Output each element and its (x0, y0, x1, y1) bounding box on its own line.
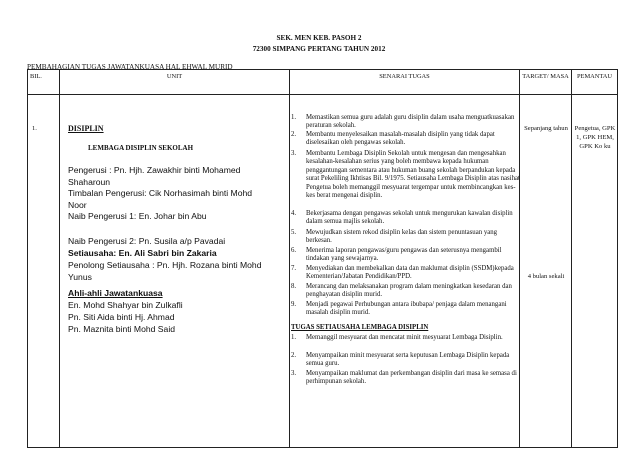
target-cell (520, 95, 572, 448)
row-number: 1. (32, 125, 37, 132)
col-bil: BIL. (28, 70, 60, 95)
school-name: SEK. MEN KEB. PASOH 2 (276, 34, 362, 42)
ahli-item: Pn. Maznita binti Mohd Said (68, 324, 176, 334)
ahli-item: En. Mohd Shahyar bin Zulkafli (68, 300, 183, 310)
section-title: PEMBAHAGIAN TUGAS JAWATANKUASA HAL EHWAL MURID (27, 63, 233, 71)
col-unit: UNIT (60, 70, 290, 95)
bil-cell (28, 95, 60, 448)
col-target: TARGET/ MASA (520, 70, 572, 95)
ahli-item: Pn. Siti Aida binti Hj. Ahmad (68, 312, 175, 322)
tasks-cell: 1. Memastikan semua guru adalah guru disiplin dalam usaha menguatkuasakan peraturan sekolah. 2. Membantu menyelesaikan masalah-masalah disiplin yang tidak dapat diselesaikan oleh pengawas sekolah. 3. Membantu Lembaga Disiplin Sekolah untuk mengesan dan mengesahkan kesalahan-kesalahan serius yang boleh membawa kepada hukuman penggantungan sementara atau hukuman buang sekolah berpandukan kepada surat Pekeliling Ikhtisas Bil. 9/1975. Setiausaha Lembaga Disiplin atas nasihat Pengetua boleh memanggil mesyuarat tergempar untuk membincangkan kes-kes berat mengenai disiplin. 4. Bekerjasama dengan pengawas sekolah untuk mengurukan kawalan disiplin dalam semua majlis sekolah. 5. Mewujudkan sistem rekod disiplin kelas dan sistem penuntasuan yang berkesan. 6. Menerima laporan pengawas/guru pengawas dan seterusnya mengambil tindakan yang sewajarnya. 7. Menyediakan dan membekalkan data dan maklumat disiplin (SSDM)kepada Kementerian/Jabatan Pendidikan/PPD. 8. Merancang dan melaksanakan program dalam meningkatkan kesedaran dan penghayatan disiplin murid. 9. Menjadi pegawai Perhubungan antara ibubapa/ penjaga dalam menangani masalah disiplin murid. TUGAS SETIAUSAHA LEMBAGA DISIPLIN 1. Memanggil mesyuarat dan mencatat minit mesyuarat Lembaga Disiplin. 2. Menyampaikan minit mesyuarat serta keputusan Lembaga Disiplin kepada semua guru. 3. Menyampaikan maklumat dan perkembangan disiplin dari masa ke semasa di perhimpunan sekolah. (290, 95, 520, 448)
lembaga-title: LEMBAGA DISIPLIN SEKOLAH (88, 144, 194, 152)
duty-table (27, 69, 618, 448)
col-senarai-tugas: SENARAI TUGAS (290, 70, 520, 95)
target-4-bulan: 4 bulan sekali (527, 273, 565, 280)
naib-pengerusi-2: Naib Pengerusi 2: Pn. Susila a/p Pavadai (68, 236, 226, 246)
school-address: 72300 SIMPANG PERTANG TAHUN 2012 (252, 45, 386, 53)
timbalan-pengerusi: Timbalan Pengerusi: Cik Norhasimah binti Mohd Noor (68, 188, 253, 210)
ahli-title: Ahli-ahli Jawatankuasa (68, 288, 163, 298)
pemantau-cell (572, 95, 618, 448)
col-pemantau: PEMANTAU (572, 70, 618, 95)
naib-pengerusi-1: Naib Pengerusi 1: En. Johar bin Abu (68, 211, 207, 221)
unit-title: DISIPLIN (68, 124, 104, 133)
penolong-setiausaha: Penolong Setiausaha : Pn. Hjh. Rozana binti Mohd Yunus (68, 260, 262, 282)
tugas-setiausaha-title: TUGAS SETIAUSAHA LEMBAGA DISIPLIN (291, 324, 429, 331)
table-row (28, 95, 618, 448)
setiausaha: Setiausaha: En. Ali Sabri bin Zakaria (68, 248, 217, 258)
unit-cell (60, 95, 290, 448)
table-header-row (28, 70, 618, 95)
target-sepanjang: Sepanjang tahun (524, 125, 568, 132)
pemantau: Pengetua, GPK 1, GPK HEM, GPK Ko ku (574, 125, 616, 151)
pengerusi: Pengerusi : Pn. Hjh. Zawakhir binti Mohamed Shaharoun (68, 165, 241, 187)
